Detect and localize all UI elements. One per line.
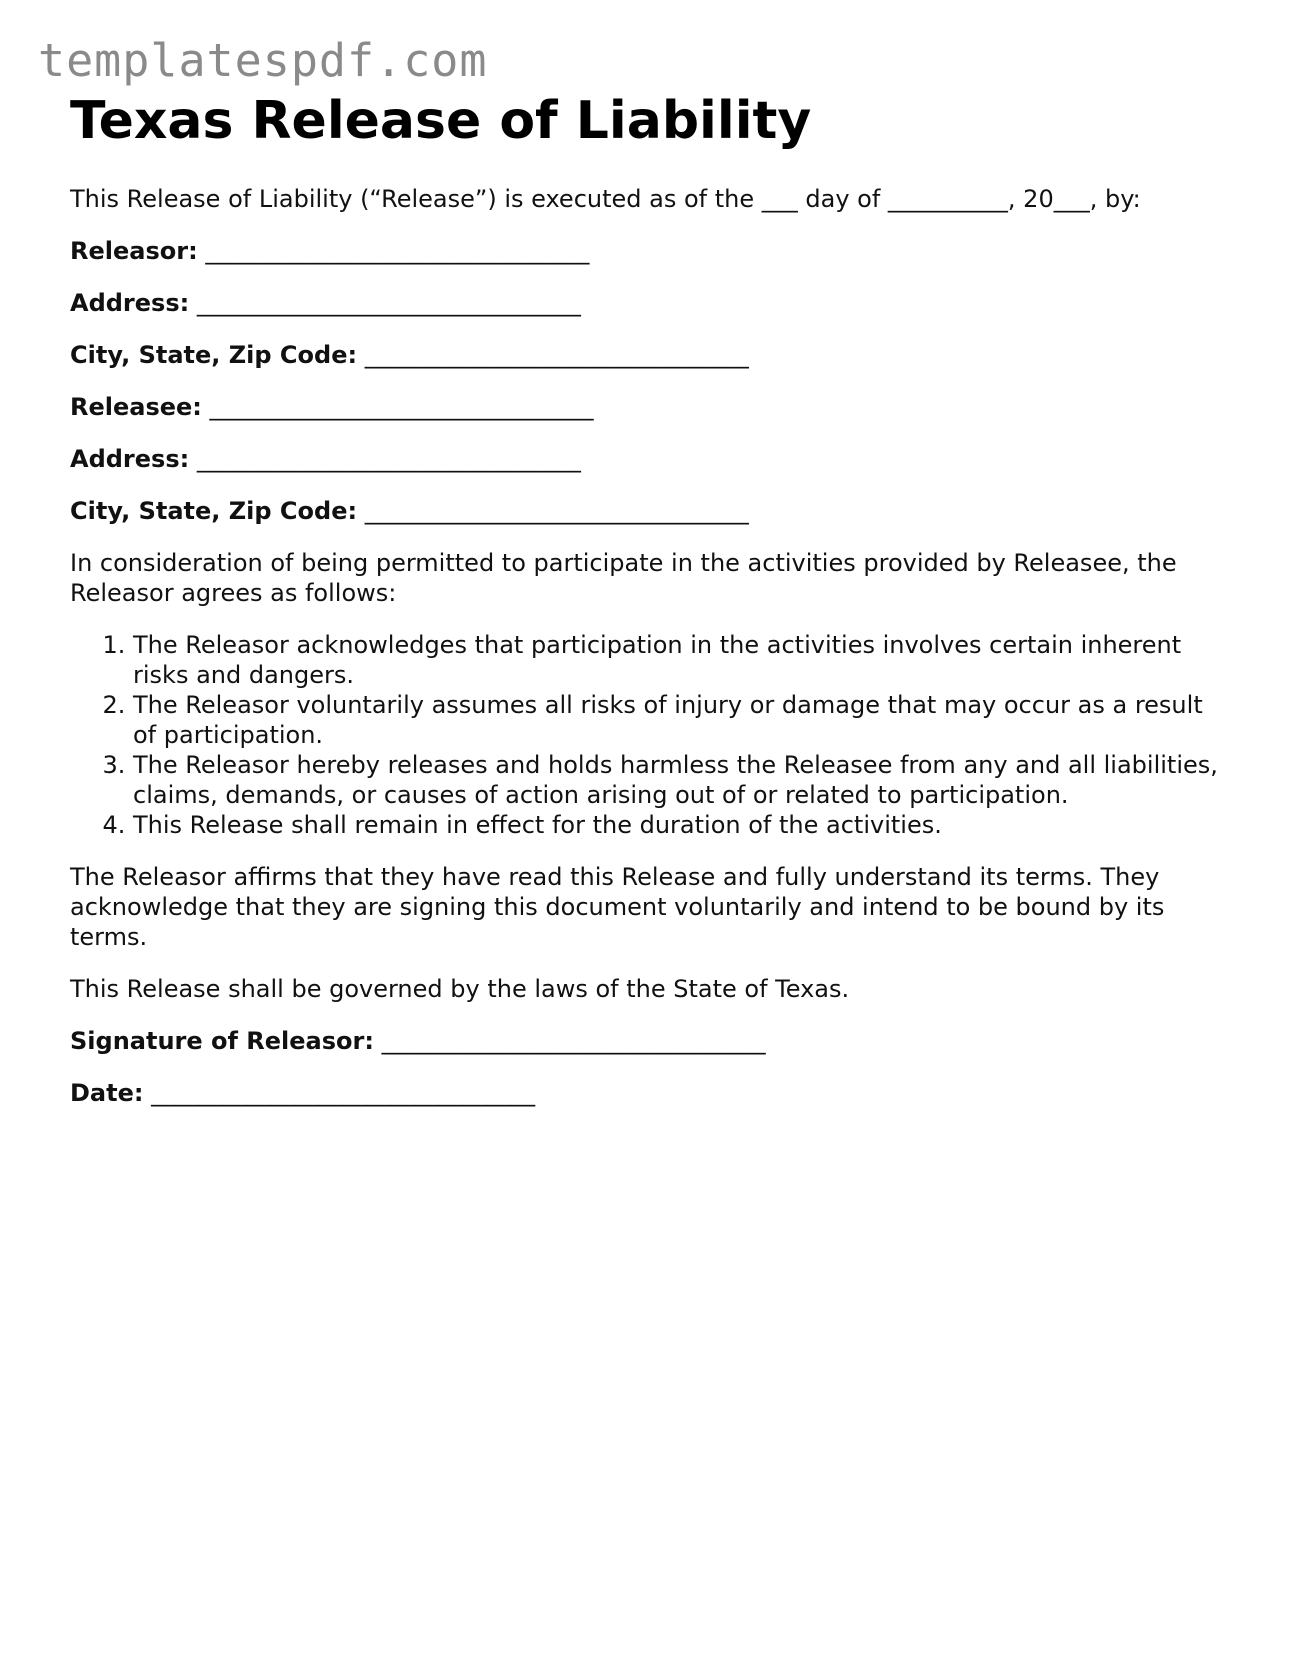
affirmation-text: The Releasor affirms that they have read this Release and fully understand its terms. They acknowledge that they are signing this document voluntarily and intend to be bound by its terms. xyxy=(70,863,1165,951)
releasee-city-blank[interactable]: ________________________________ xyxy=(364,497,749,525)
releasor-city-field xyxy=(70,340,1230,370)
terms-list xyxy=(70,630,1230,840)
document-title: Texas Release of Liability xyxy=(70,91,812,151)
releasee-city-label: City, State, Zip Code: xyxy=(70,497,358,525)
watermark: templatespdf.com xyxy=(38,34,488,87)
releasor-field xyxy=(70,236,1230,266)
releasee-address-field xyxy=(70,444,1230,474)
releasee-field xyxy=(70,392,1230,422)
term-item: 2. The Releasor voluntarily assumes all risks of injury or damage that may occur as a result of participation. xyxy=(133,690,1230,750)
document-page xyxy=(70,86,1230,1108)
governing-law-text: This Release shall be governed by the laws of the State of Texas. xyxy=(70,975,850,1003)
releasee-address-blank[interactable]: ________________________________ xyxy=(196,445,581,473)
signature-label: Signature of Releasor: xyxy=(70,1027,374,1055)
releasee-city-field xyxy=(70,496,1230,526)
date-label: Date: xyxy=(70,1079,144,1107)
releasee-address-label: Address: xyxy=(70,445,190,473)
releasor-city-blank[interactable]: ________________________________ xyxy=(364,341,749,369)
term-item: 1. The Releasor acknowledges that participation in the activities involves certain inherent risks and dangers. xyxy=(133,630,1230,690)
date-blank[interactable]: ________________________________ xyxy=(151,1079,536,1107)
signature-blank[interactable]: ________________________________ xyxy=(381,1027,766,1055)
releasee-label: Releasee: xyxy=(70,393,202,421)
releasee-blank[interactable]: ________________________________ xyxy=(209,393,594,421)
term-item: 3. The Releasor hereby releases and holds harmless the Releasee from any and all liabilities, claims, demands, or causes of action arising out of or related to participation. xyxy=(133,750,1230,810)
intro-text: This Release of Liability (“Release”) is executed as of the ___ day of __________, 20___, by: xyxy=(70,185,1141,213)
term-item: 4. This Release shall remain in effect for the duration of the activities. xyxy=(133,810,1230,840)
releasor-city-label: City, State, Zip Code: xyxy=(70,341,358,369)
releasor-blank[interactable]: ________________________________ xyxy=(205,237,590,265)
releasor-address-field xyxy=(70,288,1230,318)
date-field xyxy=(70,1078,1230,1108)
releasor-label: Releasor: xyxy=(70,237,198,265)
consideration-text: In consideration of being permitted to participate in the activities provided by Releasee, the Releasor agrees as follows: xyxy=(70,549,1177,607)
releasor-address-blank[interactable]: ________________________________ xyxy=(196,289,581,317)
releasor-address-label: Address: xyxy=(70,289,190,317)
signature-field xyxy=(70,1026,1230,1056)
